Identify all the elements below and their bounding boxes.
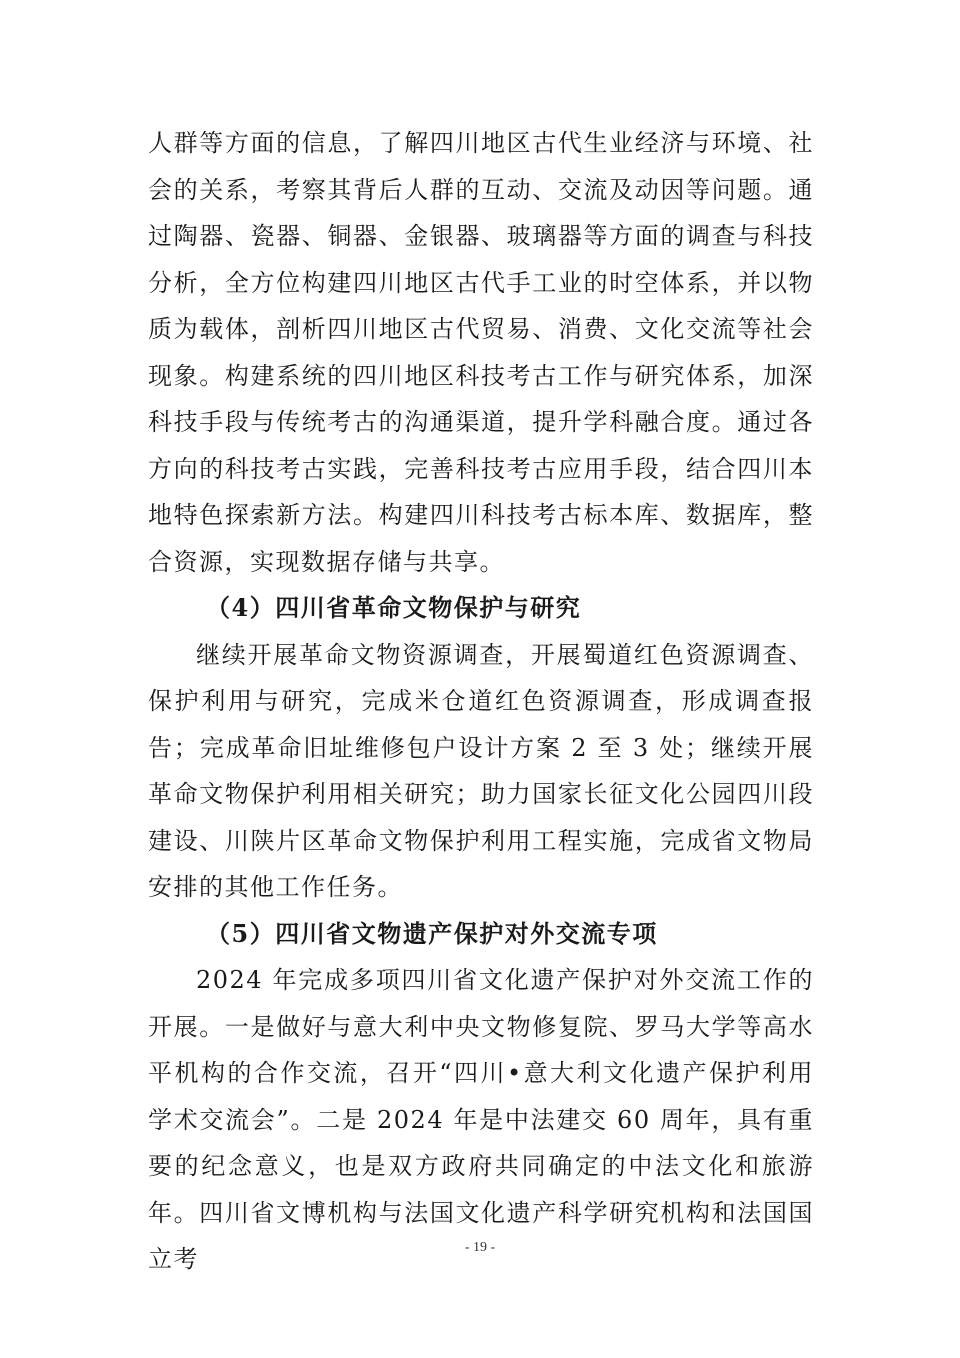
body-paragraph-revolutionary-relics: 继续开展革命文物资源调查，开展蜀道红色资源调查、保护利用与研究，完成米仓道红色资源调查，形成调查报告；完成革命旧址维修包户设计方案 2 至 3 处；继续开展革命文物保护利用相关研究；助力国家长征文化公园四川段建设、川陕片区革命文物保护利用工程实施，完成省文物局安排的其他工作任务。 [148, 640, 814, 901]
page-number: - 19 - [464, 1240, 496, 1255]
section-heading-4: （4）四川省革命文物保护与研究 [206, 593, 582, 622]
body-paragraph-foreign-exchange: 2024 年完成多项四川省文化遗产保护对外交流工作的开展。一是做好与意大利中央文物修复院、罗马大学等高水平机构的合作交流，召开“四川•意大利文化遗产保护利用学术交流会”。二是 2024 年是中法建交 60 周年，具有重要的纪念意义，也是双方政府共同确定的中法文化和旅游年。四川省文博机构与法国文化遗产科学研究机构和法国国立考 [148, 966, 814, 1273]
document-body [148, 120, 814, 1283]
body-paragraph-continuation: 人群等方面的信息，了解四川地区古代生业经济与环境、社会的关系，考察其背后人群的互动、交流及动因等问题。通过陶器、瓷器、铜器、金银器、玻璃器等方面的调查与科技分析，全方位构建四川地区古代手工业的时空体系，并以物质为载体，剖析四川地区古代贸易、消费、文化交流等社会现象。构建系统的四川地区科技考古工作与研究体系，加深科技手段与传统考古的沟通渠道，提升学科融合度。通过各方向的科技考古实践，完善科技考古应用手段，结合四川本地特色探索新方法。构建四川科技考古标本库、数据库，整合资源，实现数据存储与共享。 [148, 129, 814, 576]
section-heading-5: （5）四川省文物遗产保护对外交流专项 [206, 918, 658, 948]
